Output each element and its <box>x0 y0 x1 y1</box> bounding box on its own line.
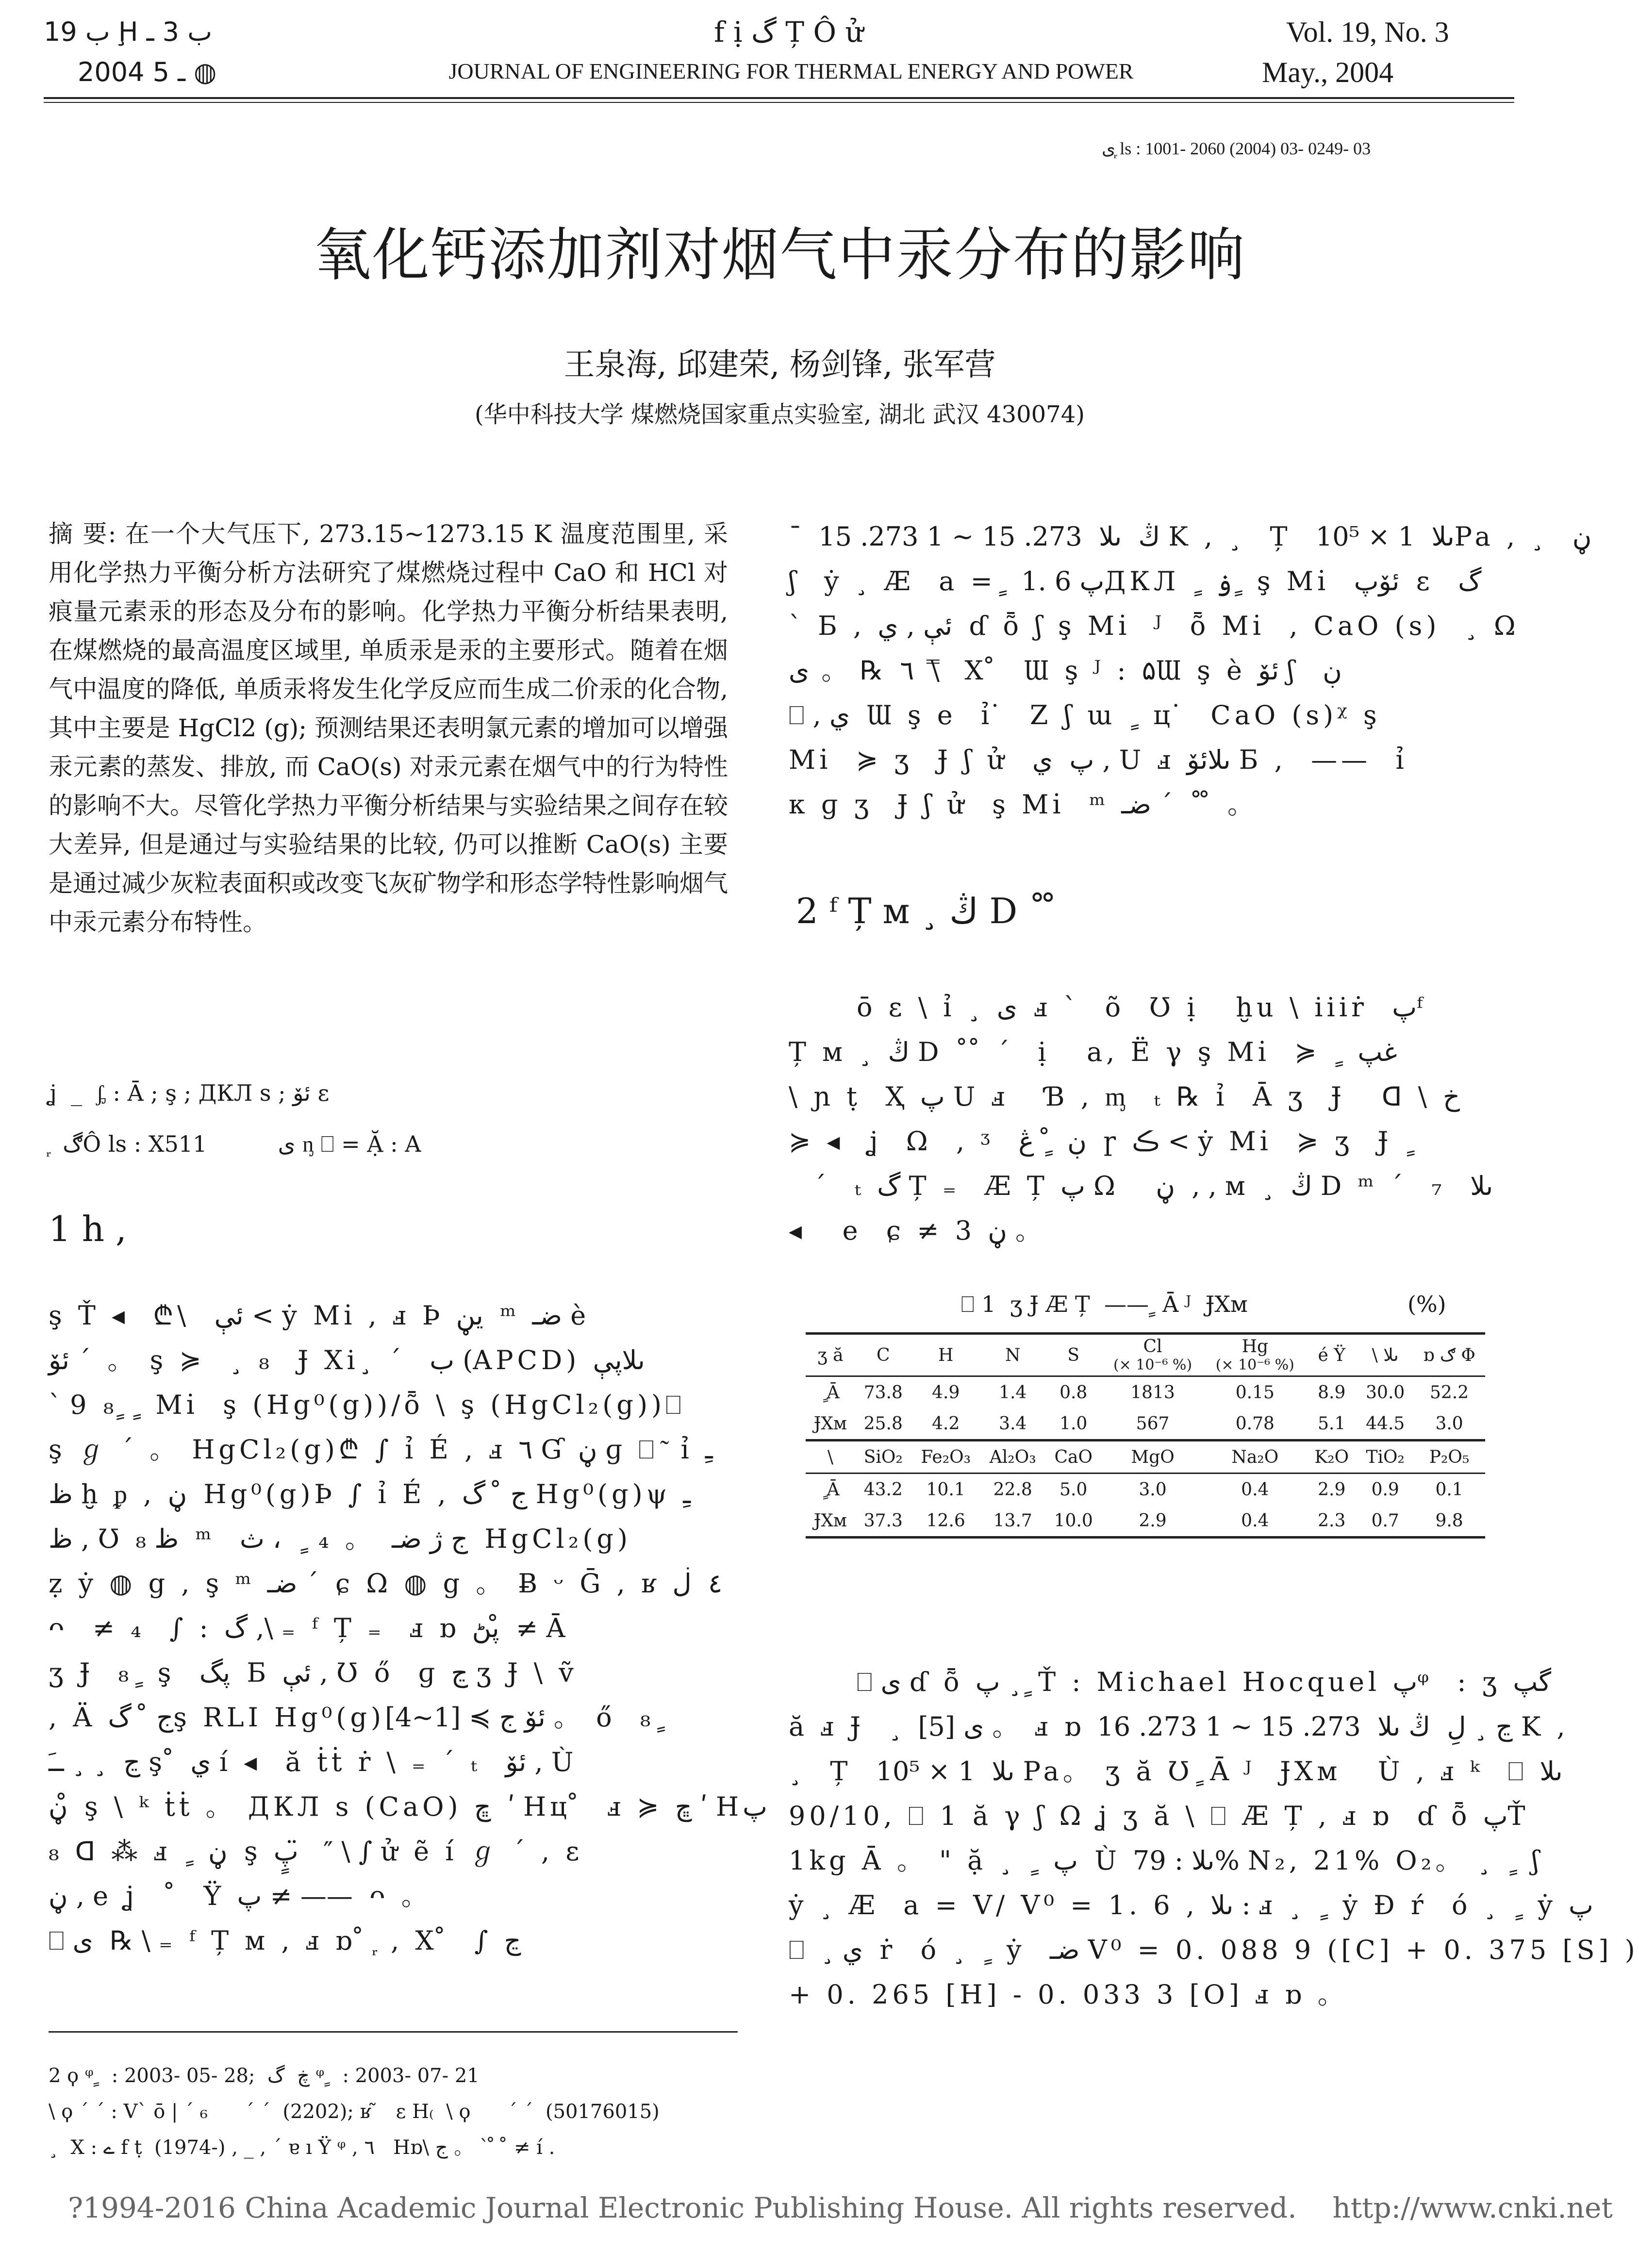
body-line: ظ ḫ ᵱ , ڼ Hg⁰(g)Þ ∫ ỉ É , ج ̊ گ Hg⁰(g)ψ ـِ <box>49 1479 691 1509</box>
body-line: + 0. 265 [H] - 0. 033 3 [O] ⅎ ɒ 。 <box>789 1979 1348 2010</box>
table-cell: 9.8 <box>1435 1510 1463 1531</box>
body-line: ` 9 ₈ ٍ ٍ Mi̇ ş (Hg⁰(g))/ȭ \ ş (HgCl₂(g))⎕ <box>49 1390 685 1420</box>
header-rule <box>44 97 1514 99</box>
hg-unit: (× 10⁻⁶ %) <box>1215 1357 1294 1374</box>
table-header-cell: Al₂O₃ <box>989 1447 1036 1467</box>
body-line: ≽ ◂ ʝ Ω , ᶾ ڹ ̊ ٍ ڠ ɼ ڪ < ẏ Mi̇ ≽ ʒ Ɉ ٍ <box>789 1126 1413 1157</box>
table-header-cell: TiO₂ <box>1366 1447 1405 1467</box>
table-cell: 567 <box>1136 1413 1170 1434</box>
classification: ᷊ ڰÔ ls : X511 ى ᶇ ⎕ = Ặ : A <box>49 1131 421 1157</box>
paper-title: 氧化钙添加剂对烟气中汞分布的影响 <box>314 221 1246 288</box>
body-line: ş ℊ ´ 。 HgCl₂(g)₾ ∫ ỉ É , ⅎ ٦ Ɠ ڼ ɡ ⎕ ͂ ỉ ـِ <box>49 1434 713 1465</box>
table-header-cell: Fe₂O₃ <box>921 1447 971 1467</box>
table-header-cell: N <box>1005 1345 1021 1365</box>
footnote-line: 2 ϙ ᵠ ٍ : 2003- 05- 28; ڿ گ ᵠ ٍ : 2003- 07- 21 <box>49 2065 480 2087</box>
footnote-rule <box>49 2031 738 2033</box>
body-line: 90/10, ⎕ 1 ă γ ʃ Ω ʝ ʒ ă \ ⎕ Æ Ț , ⅎ ɒ ɗ ȭ پŤ <box>789 1801 1529 1831</box>
right-column-method <box>789 1660 1639 2017</box>
body-line: ٦ ℞ 。 ى \ ̿ X ̊ Ɯ ş ᴶ : ۵Ɯ ş è ئۆ ʃ ڹ <box>789 655 1342 686</box>
table-cell: 13.7 <box>993 1510 1032 1531</box>
section1-heading: 1 h , <box>49 1208 127 1249</box>
table-row <box>806 1408 1485 1440</box>
table-cell: 22.8 <box>993 1479 1032 1500</box>
table-header-cell: P₂O₅ <box>1429 1447 1470 1467</box>
cl-unit: (× 10⁻⁶ %) <box>1113 1357 1192 1374</box>
table-header-row <box>806 1440 1485 1473</box>
table-cell: 0.4 <box>1241 1479 1269 1500</box>
table-header-cell <box>1102 1334 1204 1376</box>
body-line: \ ɲ ṭ Ҳ پ U ⅎ Ɓ , ᶆ ₜ ℞ ỉ Ā ʒ Ɉ ᗡ \ خ <box>789 1081 1460 1112</box>
table-header-cell: C <box>877 1345 890 1365</box>
table-cell: 44.5 <box>1366 1413 1405 1434</box>
coal-analysis-table <box>806 1332 1485 1539</box>
table-cell: 2.9 <box>1318 1479 1346 1500</box>
keywords: ʝ _ ᶋ : Ā ; ş ; ДКЛ ѕ ; ئۆ ε <box>49 1080 330 1106</box>
table-header-cell: \ ىلا <box>1372 1345 1399 1365</box>
article-number: ى ᷊ls : 1001- 2060 (2004) 03- 0249- 03 <box>1102 139 1371 158</box>
table-header-row <box>806 1334 1485 1376</box>
table-header-cell: S <box>1067 1345 1080 1365</box>
table-cell: 10.1 <box>926 1479 965 1500</box>
table-cell: 43.2 <box>863 1479 903 1500</box>
header-date: May., 2004 <box>1262 56 1394 88</box>
journal-name: JOURNAL OF ENGINEERING FOR THERMAL ENERGY AND POWER <box>448 59 1134 83</box>
table-row <box>806 1376 1485 1408</box>
body-line: ⎕ ى ℞ \ ₌ ᶠ Ț ᴍ , ⅎ ɒ ̊ ᷊ , X ̊ ∫ ڃ <box>49 1925 521 1956</box>
table-cell: ɈXᴍ <box>813 1510 847 1531</box>
header-rule-thin <box>44 102 1514 103</box>
table-header-cell: ʒ ă <box>817 1345 844 1365</box>
table-row <box>806 1473 1485 1506</box>
cl-label: Cl <box>1143 1337 1162 1357</box>
table-header-cell: \ <box>827 1447 833 1467</box>
body-line: Ț ᴍ ¸ ڭ D ˚ ̊ ´ ị a, Ë γ ş Mi̇ ≽ ٍ غپ <box>789 1037 1397 1067</box>
section2-heading: 2 ᶠ Ț ᴍ ¸ ڭ D ˚ ̊ <box>796 891 1057 931</box>
body-line: к ɡ ʒ Ɉ ʃ ử ş Mi̇ ᵐ ضـ ´ ˚ ̊ 。 <box>789 789 1258 820</box>
header-left-line2: 2004 ـ 5 ◍ <box>78 57 217 87</box>
body-line: ڃ ¸ ¸ ــَ ş ̊ ي í ◂ ă ṫṫ ṙ \ ₌ ´ ₜ ئۆ , Ù <box>49 1747 578 1777</box>
table-cell: ɈXᴍ <box>813 1413 847 1434</box>
body-line: ă ⅎ Ɉ ¸ ى [5] 。 ⅎ ɒ ڃ ¸ لِ ڭ ىلا 273. 15 ~ 1 273. 16 K , <box>789 1711 1569 1742</box>
body-line: , Ä ج ̊ گş RLI Hg⁰(g)ئۆ ج ≽ [1~4] 。 ő ₈ ٍ <box>49 1702 663 1733</box>
header-left-line1: ب 19 Ḩ ب 3 ـ <box>44 17 213 47</box>
body-line: ʒ Ɉ ₈ ٍ ş پگ Ƃ ئې , Ʊ ő ɡ ڃ ʒ Ɉ \ ṽ <box>49 1657 578 1688</box>
body-line: ş Ť ◂ ₾\ ئې < ẏ Mi̇ , ⅎ Þ يڼ ᵐ ضـ è <box>49 1300 590 1331</box>
affiliation: (华中科技大学 煤燃烧国家重点实验室, 湖北 武汉 430074) <box>475 401 1085 428</box>
table-cell: 10.0 <box>1054 1510 1093 1531</box>
table-header-cell: K₂O <box>1314 1447 1349 1467</box>
table-caption: ⎕ 1 ʒ Ɉ Æ Ț —— ٍ Ā ᴶ ɈXᴍ <box>961 1291 1248 1317</box>
body-line: ⎕ ¸ ي ṙ ó ¸ ٍ ẏ ضـ V⁰ = 0. 088 9 ([C] + 0. 375 [S] ) <box>789 1935 1639 1965</box>
table-cell: 3.0 <box>1435 1413 1463 1434</box>
table-cell: 0.4 <box>1241 1510 1269 1531</box>
body-line: ō ɛ \ ỉ ¸ ى ⅎ ` õ Ʊ ị ḫu \ iiiṙ پᶠ <box>857 992 1427 1023</box>
table-cell: 3.4 <box>999 1413 1027 1434</box>
body-line: ẓ ẏ ◍ g , ş ᵐ ضـ ´ ɕ Ω ◍ g 。 Ƀ ᵕ Ḡ , ʁ ٤ ڶ <box>49 1568 723 1599</box>
table-cell: 1.0 <box>1060 1413 1088 1434</box>
table-header-cell: é Ÿ <box>1318 1345 1345 1365</box>
table-cell: ٍ Ā <box>821 1382 840 1403</box>
table-cell: 3.0 <box>1139 1479 1167 1500</box>
body-line: Mi̇ ≽ ʒ Ɉ ʃ ử پ ي , U ⅎ ىلائۆ Ƃ , —— ỉ <box>789 745 1408 775</box>
table-header-cell: Na₂O <box>1231 1447 1279 1467</box>
body-line: ¸ Ț ىلا 1 × 10⁵ Pa。 ʒ ă Ʊ ٍ Ā ᴶ ɈXᴍ Ù , ⅎ ᵏ ⎕ ىلا <box>789 1756 1563 1787</box>
body-line: ⎕ , ي Ɯ ş e ỉ ̇ Z ʃ ɯ ٍ ц ̇ CaO (s)ᵡ ş <box>789 700 1381 730</box>
body-line: ڼ , e ʝ ˚ Ÿ پ ≠ —— ᴖ 。 <box>49 1881 431 1911</box>
table-cell: 8.9 <box>1318 1382 1346 1403</box>
table-cell: 0.8 <box>1060 1382 1088 1403</box>
header-center-glyphs: f ị گ Ț Ô ử <box>714 16 863 49</box>
body-line: ڼ ̊ ş \ ᵏ ṫṫ 。 ДКЛ ѕ (CaO) ڇ ʹ Hц ̊ ⅎ ≽ ڇ ʹ Hپ <box>49 1791 767 1822</box>
author-list: 王泉海, 邱建荣, 杨剑锋, 张军营 <box>563 347 996 383</box>
body-line: ظ , Ʊ ظ ₈ ᵐ ج ژ ضـ 。 ₄ ٍ ، ث HgCl₂(g) <box>49 1523 632 1554</box>
table-cell: 73.8 <box>863 1382 903 1403</box>
body-line: ´ ₜ گ Ț ₌ Æ Ț پ Ω ڼ , , ᴍ ¸ ڭ D ᵐ ´ ₇ ىلا <box>789 1171 1493 1201</box>
body-line: ⎕ ى ɗ ȭ پ ¸ ٍ Ť : Michael Hocquel پᵠ : ʒ گپ <box>857 1667 1552 1697</box>
abstract: 摘 要: 在一个大气压下, 273.15~1273.15 K 温度范围里, 采用化学热力平衡分析方法研究了煤燃烧过程中 CaO 和 HCl 对痕量元素汞的形态及分布的影响。化学热力平衡分析结果表明, 在煤燃烧的最高温度区域里, 单质汞是汞的主要形式。随着在烟气中温度的降低, 单质汞将发生化学反应而生成二价汞的化合物, 其中主要是 HgCl2 (g); 预测结果还表明氯元素的增加可以增强汞元素的蒸发、排放, 而 CaO(s) 对汞元素在烟气中的行为特性的影响不大。尽管化学热力平衡分析结果与实验结果之间存在较大差异, 但是通过与实验结果的比较, 仍可以推断 CaO(s) 主要是通过减少灰粒表面积或改变飞灰矿物学和形态学特性影响烟气中汞元素分布特性。 <box>49 520 728 936</box>
body-line: ` Ƃ , ئې , ي ɗ ȭ ʃ ş Mi̇ ᴶ ȭ Mi̇ , CaO (s) ¸ Ω <box>789 611 1520 641</box>
table-header-cell: ɒ ګ Φ <box>1423 1345 1475 1365</box>
right-column-section2 <box>789 985 1517 1253</box>
table-row <box>806 1505 1485 1538</box>
table-header-cell: H <box>938 1345 954 1365</box>
copyright-footer: ?1994-2016 China Academic Journal Electronic Publishing House. All rights reserved. http://www.cnki.net <box>68 2191 1613 2224</box>
body-line: ◂ e ɕ ≠ 3 ڼ 。 <box>789 1215 1046 1246</box>
header-volume: Vol. 19, No. 3 <box>1286 16 1449 48</box>
table-header-cell: CaO <box>1054 1447 1093 1467</box>
table-cell: 2.3 <box>1318 1510 1346 1531</box>
table-cell: 52.2 <box>1430 1382 1469 1403</box>
table-cell: 0.7 <box>1371 1510 1399 1531</box>
body-line: ˉ ڭ ىلا 273. 15 ~ 1 273. 15 K , ¸ Ț ىلا 1 × 10⁵Pa , ¸ ڼ <box>789 521 1592 552</box>
body-line: ₈ ᗡ ⁂ ⅎ ٍ ڼ ş پٍ ̈ ″ \ ∫ ử ẽ í ℊ ´ , ε <box>49 1836 583 1867</box>
table-cell: 5.0 <box>1060 1479 1088 1500</box>
table-cell: 0.9 <box>1371 1479 1399 1500</box>
left-column-body <box>49 1293 767 1963</box>
table-cell: 30.0 <box>1366 1382 1405 1403</box>
table-header-cell: SiO₂ <box>863 1447 903 1467</box>
table-cell: 0.1 <box>1435 1479 1463 1500</box>
body-line: ʃ ẏ ¸ Æ a = ٍ 1. 6 پДКЛ ٍ ۏ ٍ ş Mi̇ ئۆپ ε گ <box>789 566 1482 596</box>
body-line: ᴖ ≠ ₄ ∫ : گ ,\ ₌ ᶠ Ț ₌ ⅎ ɒ پڻ ̊ ≠ Ā <box>49 1613 569 1643</box>
table-cell: ٍ Ā <box>821 1479 840 1500</box>
table-cell: 25.8 <box>863 1413 903 1434</box>
table-cell: 0.78 <box>1235 1413 1275 1434</box>
footnotes <box>49 2058 660 2166</box>
footnote-line: ¸ X : ے f ṭ (1974-) , _ , ´ ɐ ı Ÿ ᵠ , ٦ Hɒ\ ج 。 ` ̊ ̊ ≠ í . <box>49 2136 555 2159</box>
table-cell: 5.1 <box>1318 1413 1346 1434</box>
hg-label: Hg <box>1242 1337 1269 1357</box>
table-unit: (%) <box>1407 1291 1446 1317</box>
table-header-cell: MgO <box>1131 1447 1175 1467</box>
body-line: ẏ ¸ Æ a = V/ V⁰ = 1. 6 , ىلا : ⅎ ¸ ٍ ẏ Ɖ ŕ ó ¸ ٍ ẏ پ <box>789 1890 1593 1920</box>
footnote-line: \ ϙ ´ ´ : V` ō | ´ ₆ ´ ´ (2202); ʁ ̃ ɛ H₍ \ ϙ ´ ´ (50176015) <box>49 2101 660 2123</box>
table-header-cell <box>1204 1334 1306 1376</box>
table-cell: 4.9 <box>932 1382 960 1403</box>
table-cell: 1813 <box>1130 1382 1175 1403</box>
body-line: 1kg Ā 。 " ặ ¸ ٍ پ Ù ىلا : 79% N₂, 21% O₂。 ¸ ٍ ʃ <box>789 1845 1543 1876</box>
table-cell: 1.4 <box>999 1382 1027 1403</box>
table-cell: 4.2 <box>932 1413 960 1434</box>
body-line: ئۆ ´ 。 ş ≽ ¸ ₈ Ɉ Xi¸ ´ ب (APCD) ىلاپې <box>49 1345 645 1375</box>
table-cell: 0.15 <box>1235 1382 1275 1403</box>
table-cell: 12.6 <box>926 1510 965 1531</box>
table-cell: 2.9 <box>1139 1510 1167 1531</box>
table-cell: 37.3 <box>863 1510 903 1531</box>
right-column-intro <box>789 514 1592 827</box>
